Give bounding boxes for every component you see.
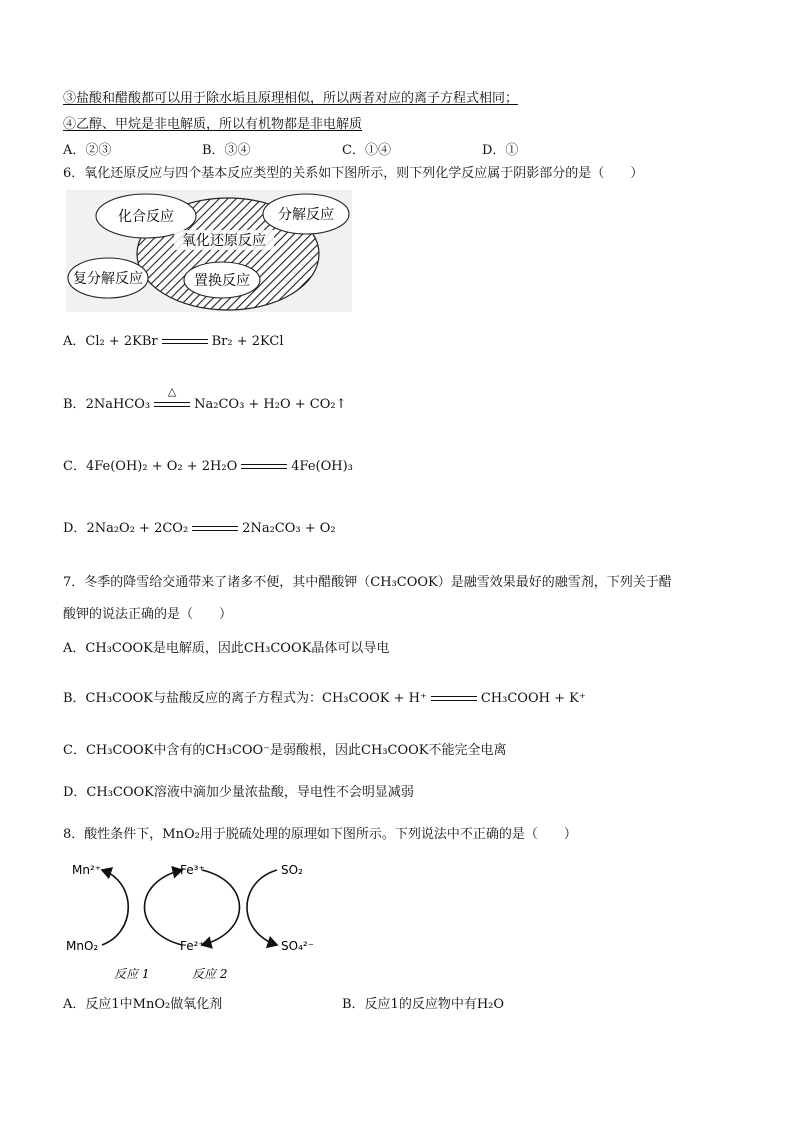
label-so4: SO₄²⁻ bbox=[281, 939, 315, 953]
q7-option-a: A．CH₃COOK是电解质，因此CH₃COOK晶体可以导电 bbox=[63, 641, 390, 656]
q5-option-d: D．① bbox=[482, 143, 519, 158]
q6-option-a: A．Cl₂ + 2KBr Br₂ + 2KCl bbox=[63, 334, 284, 349]
q7-option-c: C．CH₃COOK中含有的CH₃COO⁻是弱酸根，因此CH₃COOK不能完全电离 bbox=[63, 743, 507, 758]
q7-option-d: D．CH₃COOK溶液中滴加少量浓盐酸，导电性不会明显减弱 bbox=[63, 785, 414, 800]
q6-option-c: C．4Fe(OH)₂ + O₂ + 2H₂O 4Fe(OH)₃ bbox=[63, 459, 353, 474]
q7-stem-line1: 7．冬季的降雪给交通带来了诸多不便，其中醋酸钾（CH₃COOK）是融雪效果最好的融雪剂，下列关于醋 bbox=[63, 575, 672, 590]
label-combination: 化合反应 bbox=[118, 209, 174, 225]
statement-3: ③盐酸和醋酸都可以用于除水垢且原理相似，所以两者对应的离子方程式相同； bbox=[63, 91, 519, 106]
label-mn2: Mn²⁺ bbox=[72, 863, 102, 877]
arrow-fe2-to-fe3 bbox=[145, 870, 183, 945]
label-double-decomposition: 复分解反应 bbox=[73, 271, 143, 287]
arrow-so2-to-so4 bbox=[247, 870, 277, 945]
label-fe2: Fe²⁺ bbox=[180, 939, 205, 953]
q8-option-a: A．反应1中MnO₂做氧化剂 bbox=[63, 997, 223, 1012]
q7-stem-line2: 酸钾的说法正确的是（ ） bbox=[63, 607, 233, 622]
q6-stem: 6．氧化还原反应与四个基本反应类型的关系如下图所示，则下列化学反应属于阴影部分的是（ ） bbox=[63, 166, 644, 181]
q8-stem: 8．酸性条件下，MnO₂用于脱硫处理的原理如下图所示。下列说法中不正确的是（ ） bbox=[63, 827, 577, 842]
label-so2: SO₂ bbox=[281, 863, 303, 877]
arrow-mno2-to-mn2 bbox=[102, 870, 128, 945]
caption-reaction-2: 反应 2 bbox=[192, 967, 228, 981]
q6-option-d: D．2Na₂O₂ + 2CO₂ 2Na₂CO₃ + O₂ bbox=[63, 521, 336, 536]
q5-option-b: B．③④ bbox=[202, 143, 251, 158]
q7-option-b: B．CH₃COOK与盐酸反应的离子方程式为：CH₃COOK + H⁺ CH₃COOH + K⁺ bbox=[63, 691, 586, 706]
desulfurization-cycle-diagram bbox=[62, 852, 332, 984]
q6-option-b: B．2NaHCO₃ △ Na₂CO₃ + H₂O + CO₂↑ bbox=[63, 384, 347, 412]
q8-option-b: B．反应1的反应物中有H₂O bbox=[342, 997, 505, 1012]
q5-option-c: C．①④ bbox=[342, 143, 391, 158]
label-displacement: 置换反应 bbox=[194, 273, 250, 289]
statement-4: ④乙醇、甲烷是非电解质，所以有机物都是非电解质 bbox=[63, 117, 363, 132]
redox-venn-diagram bbox=[66, 190, 352, 312]
label-fe3: Fe³⁺ bbox=[180, 863, 205, 877]
q5-option-a: A．②③ bbox=[63, 143, 112, 158]
caption-reaction-1: 反应 1 bbox=[114, 967, 150, 981]
label-mno2: MnO₂ bbox=[66, 939, 99, 953]
label-redox: 氧化还原反应 bbox=[182, 233, 266, 249]
label-decomposition: 分解反应 bbox=[278, 207, 334, 223]
arrow-fe3-to-fe2 bbox=[202, 870, 240, 945]
